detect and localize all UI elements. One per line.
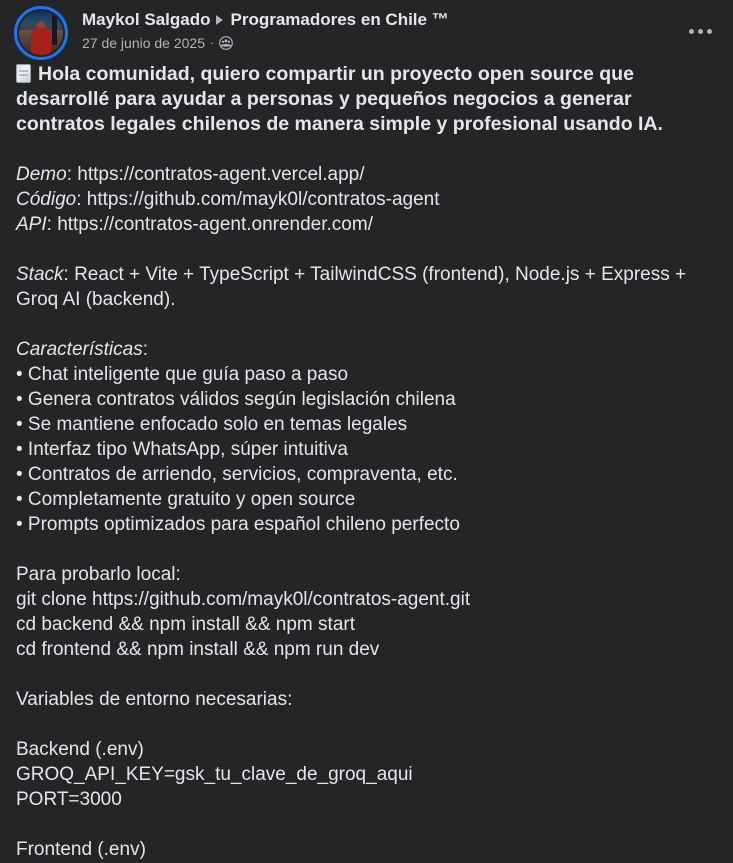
link-sep-codigo: : <box>76 189 87 210</box>
frontend-env-title: Frontend (.env) <box>16 839 146 860</box>
avatar-story-ring[interactable] <box>14 6 68 60</box>
features-heading <box>16 337 715 362</box>
env-vars-title: Variables de entorno necesarias: <box>16 689 293 710</box>
meta-separator: · <box>210 35 215 50</box>
ellipsis-dot-1 <box>689 29 694 34</box>
post-meta-line <box>82 34 449 52</box>
link-url-codigo[interactable]: https://github.com/mayk0l/contratos-agent <box>86 189 440 210</box>
author-name[interactable]: Maykol Salgado <box>82 10 211 29</box>
link-url-api[interactable]: https://contratos-agent.onrender.com/ <box>57 214 373 235</box>
post-attribution-line <box>82 10 449 30</box>
feature-item: • Interfaz tipo WhatsApp, súper intuitiva <box>16 439 348 460</box>
stack-text: : React + Vite + TypeScript + TailwindCSS (frontend), Node.js + Express + Groq AI (backend). <box>16 264 692 310</box>
link-sep-api: : <box>46 214 58 235</box>
group-audience-icon[interactable] <box>219 36 233 50</box>
more-options-button[interactable] <box>683 14 717 48</box>
link-sep-demo: : <box>66 164 78 185</box>
stack-line <box>16 262 715 312</box>
features-colon: : <box>142 339 148 360</box>
post-lead-text: Hola comunidad, quiero compartir un proyecto open source que desarrollé para ayudar a personas y pequeños negocios a generar contratos legales chilenos de manera simple y profesional usando IA. <box>16 63 663 135</box>
post-date[interactable]: 27 de junio de 2025 <box>82 35 205 51</box>
spacer <box>16 712 715 737</box>
features-label: Características <box>16 339 143 360</box>
local-setup-title: Para probarlo local: <box>16 564 181 585</box>
spacer <box>16 237 715 262</box>
post-header-text <box>82 6 449 52</box>
post-lead-paragraph <box>16 62 715 137</box>
feature-item: • Completamente gratuito y open source <box>16 489 356 510</box>
ellipsis-dot-3 <box>707 29 712 34</box>
spacer <box>16 137 715 162</box>
avatar-pillar <box>52 15 57 45</box>
link-url-demo[interactable]: https://contratos-agent.vercel.app/ <box>77 164 365 185</box>
local-command: git clone https://github.com/mayk0l/contratos-agent.git <box>16 589 471 610</box>
post-body <box>0 58 733 862</box>
feature-item: • Genera contratos válidos según legislación chilena <box>16 389 456 410</box>
spacer <box>16 312 715 337</box>
ellipsis-dot-2 <box>698 29 703 34</box>
caret-right-icon <box>216 15 223 25</box>
page-with-curl-emoji-icon <box>16 64 31 83</box>
link-line-api <box>16 212 715 237</box>
local-command: cd frontend && npm install && npm run dev <box>16 639 380 660</box>
spacer <box>16 812 715 837</box>
backend-env-var: PORT=3000 <box>16 789 122 810</box>
backend-env-title: Backend (.env) <box>16 739 144 760</box>
feature-item: • Se mantiene enfocado solo en temas legales <box>16 414 408 435</box>
link-line-codigo <box>16 187 715 212</box>
link-line-demo <box>16 162 715 187</box>
spacer <box>16 537 715 562</box>
avatar-person-body <box>31 28 51 55</box>
post-header <box>0 0 733 58</box>
feature-item: • Prompts optimizados para español chileno perfecto <box>16 514 460 535</box>
link-label-demo: Demo <box>16 164 67 185</box>
link-label-codigo: Código <box>16 189 77 210</box>
group-name[interactable]: Programadores en Chile ™ <box>230 10 449 29</box>
spacer <box>16 662 715 687</box>
feature-item: • Contratos de arriendo, servicios, compraventa, etc. <box>16 464 458 485</box>
avatar[interactable] <box>19 11 63 55</box>
link-label-api: API <box>16 214 47 235</box>
stack-label: Stack <box>16 264 64 285</box>
backend-env-var: GROQ_API_KEY=gsk_tu_clave_de_groq_aqui <box>16 764 413 785</box>
feature-item: • Chat inteligente que guía paso a paso <box>16 364 349 385</box>
local-command: cd backend && npm install && npm start <box>16 614 355 635</box>
